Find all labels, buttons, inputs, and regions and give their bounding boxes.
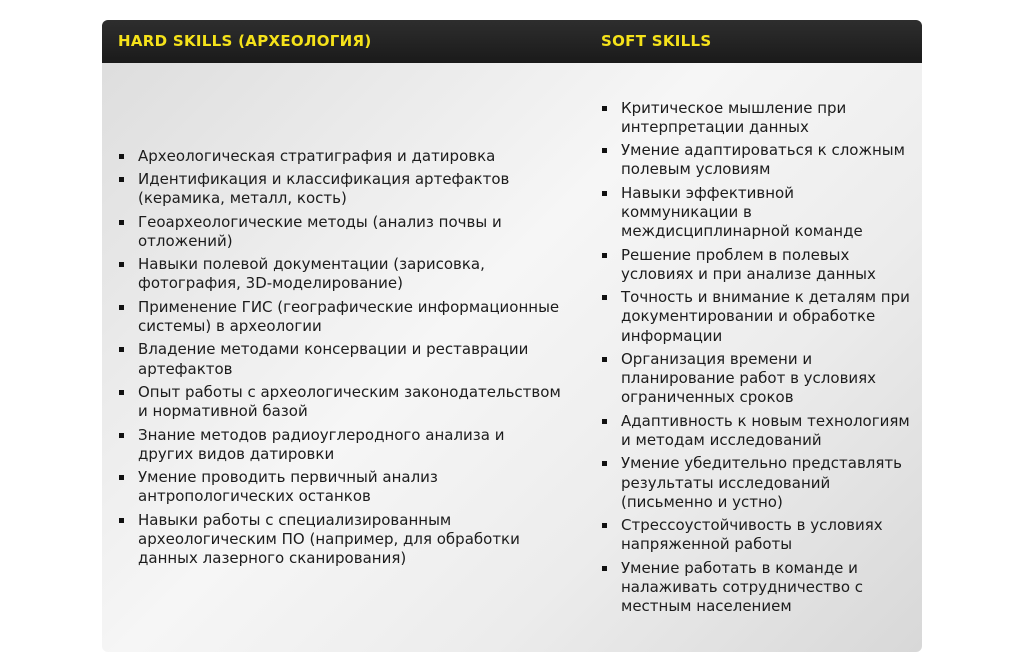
hard-skills-heading: HARD SKILLS (АРХЕОЛОГИЯ): [118, 32, 372, 50]
list-item: Археологическая стратиграфия и датировка: [102, 147, 584, 166]
list-item: Решение проблем в полевых условиях и при анализе данных: [584, 246, 922, 284]
list-item: Точность и внимание к деталям при документировании и обработке информации: [584, 288, 922, 346]
soft-skills-list: [584, 99, 922, 617]
list-item: Умение адаптироваться к сложным полевым условиям: [584, 141, 922, 179]
list-item: Навыки полевой документации (зарисовка, фотография, 3D-моделирование): [102, 255, 584, 293]
list-item: Критическое мышление при интерпретации данных: [584, 99, 922, 137]
hard-skills-list: [102, 147, 584, 569]
table-header: [102, 20, 922, 63]
list-item: Идентификация и классификация артефактов (керамика, металл, кость): [102, 170, 584, 208]
hard-skills-column: [102, 63, 584, 652]
list-item: Навыки эффективной коммуникации в междисциплинарной команде: [584, 184, 922, 242]
list-item: Навыки работы с специализированным археологическим ПО (например, для обработки данных лазерного сканирования): [102, 511, 584, 569]
list-item: Умение убедительно представлять результаты исследований (письменно и устно): [584, 454, 922, 512]
list-item: Применение ГИС (географические информационные системы) в археологии: [102, 298, 584, 336]
list-item: Владение методами консервации и реставрации артефактов: [102, 340, 584, 378]
list-item: Знание методов радиоуглеродного анализа и других видов датировки: [102, 426, 584, 464]
list-item: Организация времени и планирование работ в условиях ограниченных сроков: [584, 350, 922, 408]
soft-skills-column: [584, 63, 922, 652]
soft-skills-heading: SOFT SKILLS: [601, 32, 712, 50]
list-item: Умение работать в команде и налаживать сотрудничество с местным населением: [584, 559, 922, 617]
list-item: Стрессоустойчивость в условиях напряженной работы: [584, 516, 922, 554]
list-item: Опыт работы с археологическим законодательством и нормативной базой: [102, 383, 584, 421]
list-item: Адаптивность к новым технологиям и методам исследований: [584, 412, 922, 450]
list-item: Умение проводить первичный анализ антропологических останков: [102, 468, 584, 506]
list-item: Геоархеологические методы (анализ почвы и отложений): [102, 213, 584, 251]
skills-table: [102, 20, 922, 652]
